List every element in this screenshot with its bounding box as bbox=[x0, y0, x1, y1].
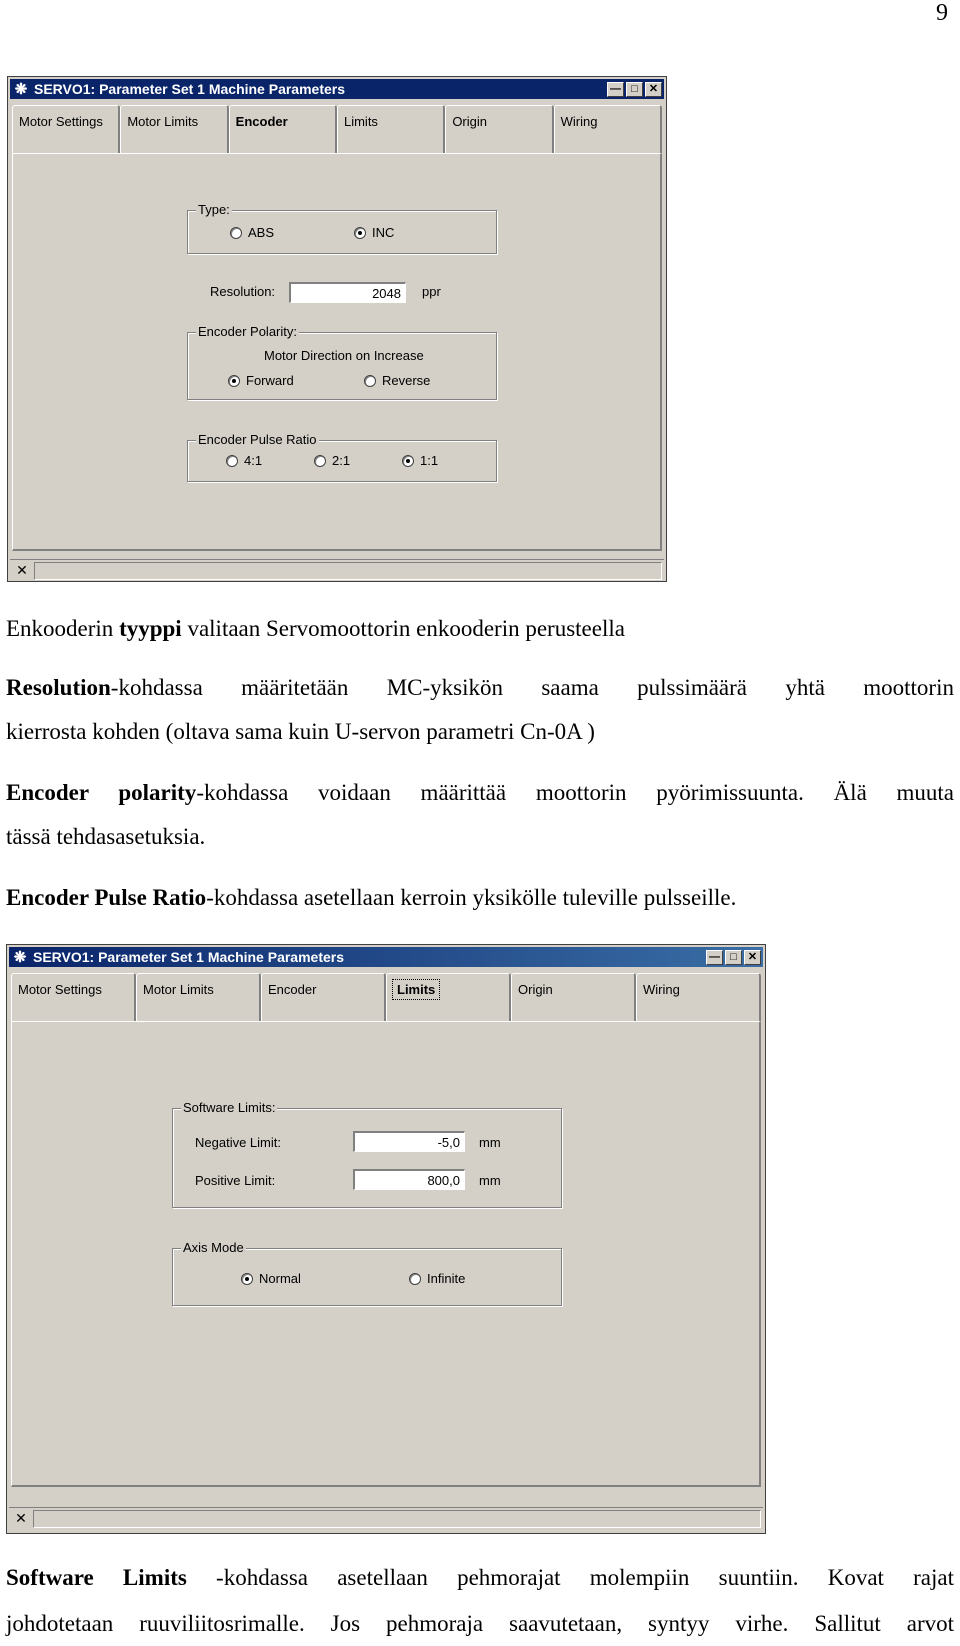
type-abs-radio[interactable]: ABS bbox=[230, 225, 274, 240]
window-title: SERVO1: Parameter Set 1 Machine Parameters bbox=[33, 949, 345, 965]
type-group bbox=[187, 202, 497, 254]
status-bar bbox=[10, 559, 664, 581]
tab-origin[interactable]: Origin bbox=[511, 973, 636, 1021]
status-panel bbox=[33, 1510, 761, 1528]
title-bar[interactable] bbox=[9, 947, 763, 967]
radio-button-selected-icon bbox=[354, 227, 366, 239]
motor-direction-caption: Motor Direction on Increase bbox=[264, 348, 424, 363]
paragraph-resolution-line1: Resolution-kohdassa määritetään MC-yksikön saama pulssimäärä yhtä moottorin bbox=[6, 675, 954, 700]
encoder-settings-window bbox=[7, 76, 667, 582]
positive-limit-label: Positive Limit: bbox=[195, 1173, 276, 1188]
axis-mode-label: Axis Mode bbox=[183, 1240, 244, 1255]
tab-motor-limits[interactable]: Motor Limits bbox=[120, 105, 228, 153]
window-title: SERVO1: Parameter Set 1 Machine Parameters bbox=[34, 81, 346, 97]
resolution-label: Resolution: bbox=[210, 284, 276, 299]
type-group-label: Type: bbox=[198, 202, 230, 217]
axis-mode-infinite-radio[interactable]: Infinite bbox=[409, 1271, 465, 1286]
encoder-polarity-group bbox=[187, 324, 497, 400]
software-limits-group bbox=[172, 1100, 562, 1208]
resolution-unit: ppr bbox=[422, 284, 441, 299]
paragraph-resolution-line2: kierrosta kohden (oltava sama kuin U-servon parametri Cn-0A ) bbox=[6, 719, 595, 744]
tab-origin[interactable]: Origin bbox=[445, 105, 553, 153]
positive-limit-input[interactable]: 800,0 bbox=[353, 1169, 465, 1190]
resolution-input[interactable]: 2048 bbox=[289, 282, 406, 303]
pulse-ratio-1-1-radio[interactable]: 1:1 bbox=[402, 453, 438, 468]
status-panel bbox=[34, 562, 662, 580]
radio-button-icon bbox=[314, 455, 326, 467]
paragraph-polarity-line1: Encoder polarity-kohdassa voidaan määrittää moottorin pyörimissuunta. Älä muuta bbox=[6, 780, 955, 805]
tab-motor-limits[interactable]: Motor Limits bbox=[136, 973, 261, 1021]
minimize-button[interactable]: — bbox=[706, 950, 723, 965]
tab-encoder[interactable]: Encoder bbox=[229, 105, 337, 153]
term-encoder-polarity: Encoder polarity bbox=[6, 780, 197, 805]
close-button[interactable]: ✕ bbox=[744, 950, 761, 965]
radio-button-selected-icon bbox=[241, 1273, 253, 1285]
close-icon[interactable]: ✕ bbox=[15, 1510, 27, 1526]
negative-limit-unit: mm bbox=[479, 1135, 501, 1150]
term-encoder-pulse-ratio: Encoder Pulse Ratio bbox=[6, 885, 207, 910]
pulse-ratio-2-1-radio[interactable]: 2:1 bbox=[314, 453, 350, 468]
tab-limits[interactable]: Limits bbox=[337, 105, 445, 153]
app-icon: ❋ bbox=[13, 949, 27, 966]
paragraph-software-limits-line2: johdotetaan ruuviliitosrimalle. Jos pehmoraja saavutetaan, syntyy virhe. Sallitut arvot bbox=[6, 1611, 954, 1636]
tab-encoder[interactable]: Encoder bbox=[261, 973, 386, 1021]
minimize-button[interactable]: — bbox=[607, 82, 624, 97]
axis-mode-group bbox=[172, 1240, 562, 1306]
axis-mode-normal-radio[interactable]: Normal bbox=[241, 1271, 301, 1286]
paragraph-type: Enkooderin tyyppi valitaan Servomoottorin enkooderin perusteella bbox=[6, 616, 625, 641]
maximize-button[interactable]: □ bbox=[626, 82, 643, 97]
page-number: 9 bbox=[936, 0, 948, 26]
negative-limit-input[interactable]: -5,0 bbox=[353, 1131, 465, 1152]
pulse-ratio-4-1-radio[interactable]: 4:1 bbox=[226, 453, 262, 468]
tab-limits[interactable]: Limits bbox=[386, 973, 511, 1021]
paragraph-polarity-line2: tässä tehdasasetuksia. bbox=[6, 824, 206, 849]
term-resolution: Resolution bbox=[6, 675, 111, 700]
tab-strip bbox=[12, 105, 662, 153]
radio-button-icon bbox=[226, 455, 238, 467]
polarity-reverse-radio[interactable]: Reverse bbox=[364, 373, 430, 388]
term-type: tyyppi bbox=[119, 616, 182, 641]
polarity-forward-radio[interactable]: Forward bbox=[228, 373, 294, 388]
radio-button-icon bbox=[230, 227, 242, 239]
radio-button-selected-icon bbox=[228, 375, 240, 387]
close-button[interactable]: ✕ bbox=[645, 82, 662, 97]
limits-tab-panel bbox=[11, 1021, 761, 1487]
maximize-button[interactable]: □ bbox=[725, 950, 742, 965]
radio-button-icon bbox=[364, 375, 376, 387]
paragraph-pulse-ratio: Encoder Pulse Ratio-kohdassa asetellaan kerroin yksikölle tuleville pulsseille. bbox=[6, 885, 737, 910]
encoder-polarity-label: Encoder Polarity: bbox=[198, 324, 297, 339]
status-bar bbox=[9, 1507, 763, 1529]
radio-button-icon bbox=[409, 1273, 421, 1285]
limits-settings-window bbox=[6, 944, 766, 1534]
term-software-limits: Software Limits bbox=[6, 1565, 187, 1590]
title-bar[interactable] bbox=[10, 79, 664, 99]
close-icon[interactable]: ✕ bbox=[16, 562, 28, 578]
app-icon: ❋ bbox=[14, 81, 28, 98]
tab-motor-settings[interactable]: Motor Settings bbox=[11, 973, 136, 1021]
negative-limit-label: Negative Limit: bbox=[195, 1135, 281, 1150]
tab-wiring[interactable]: Wiring bbox=[554, 105, 662, 153]
tab-strip bbox=[11, 973, 761, 1021]
radio-button-selected-icon bbox=[402, 455, 414, 467]
type-inc-radio[interactable]: INC bbox=[354, 225, 394, 240]
positive-limit-unit: mm bbox=[479, 1173, 501, 1188]
encoder-pulse-ratio-label: Encoder Pulse Ratio bbox=[198, 432, 317, 447]
encoder-pulse-ratio-group bbox=[187, 432, 497, 482]
encoder-tab-panel bbox=[12, 153, 662, 551]
software-limits-label: Software Limits: bbox=[183, 1100, 276, 1115]
tab-motor-settings[interactable]: Motor Settings bbox=[12, 105, 120, 153]
tab-wiring[interactable]: Wiring bbox=[636, 973, 761, 1021]
paragraph-software-limits-line1: Software Limits -kohdassa asetellaan pehmorajat molempiin suuntiin. Kovat rajat bbox=[6, 1565, 954, 1590]
